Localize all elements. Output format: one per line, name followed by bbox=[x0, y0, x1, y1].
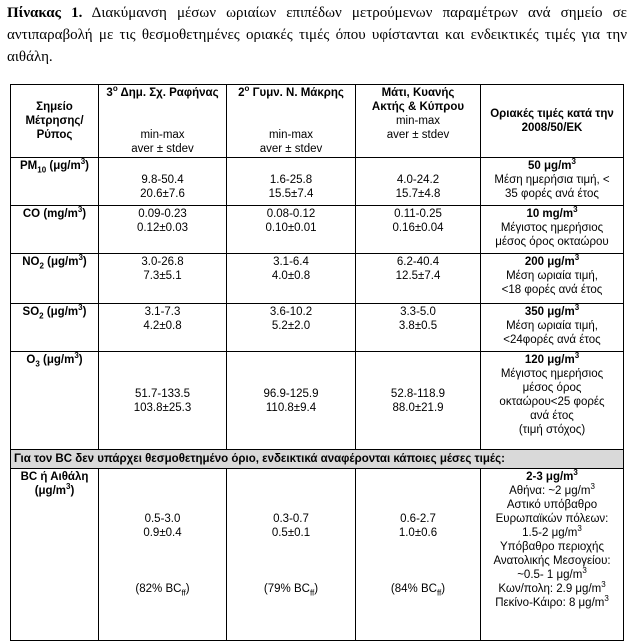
row-pm10 bbox=[11, 158, 624, 206]
limit-no2: 200 $\mu g/m^3$ Μέση ωριαία τιμή, <18 φορές ανά έτος bbox=[481, 254, 624, 304]
value-cell: 3.3-5.0 3.8±0.5 bbox=[356, 304, 481, 352]
value-cell: 52.8-118.9 88.0±21.9 bbox=[356, 352, 481, 450]
value-cell: 1.6-25.8 15.5±7.4 bbox=[227, 158, 356, 206]
value-cell: 0.09-0.23 0.12±0.03 bbox=[99, 206, 227, 254]
header-station-makri: $2^o$ Γυμν. Ν. Μάκρης min-max aver ± stdev bbox=[227, 85, 356, 158]
value-cell: 3.6-10.2 5.2±2.0 bbox=[227, 304, 356, 352]
row-no2 bbox=[11, 254, 624, 304]
value-cell: 0.3-0.7 0.5±0.1 (79% $BC_{ff}$) bbox=[227, 469, 356, 641]
table-caption bbox=[7, 2, 627, 68]
row-o3 bbox=[11, 352, 624, 450]
pollutant-so2: $SO_2$ $(\mu g/m^3)$ bbox=[11, 304, 99, 352]
value-cell: 4.0-24.2 15.7±4.8 bbox=[356, 158, 481, 206]
caption-text: Διακύμανση μέσων ωριαίων επιπέδων μετρούμενων παραμέτρων ανά σημείο σε αντιπαραβολή με τις θεσμοθετημένες οριακές τιμές όπου υφίστανται και ενδεικτικές τιμές για την αιθάλη. bbox=[7, 5, 627, 65]
header-station-rafina: $3^o$ Δημ. Σχ. Ραφήνας min-max aver ± stdev bbox=[99, 85, 227, 158]
value-cell: 9.8-50.4 20.6±7.6 bbox=[99, 158, 227, 206]
value-cell: 0.11-0.25 0.16±0.04 bbox=[356, 206, 481, 254]
limit-o3: 120 $\mu g/m^3$ Μέγιστος ημερήσιος μέσος όρος οκταώρου<25 φορές ανά έτος (τιμή στόχος) bbox=[481, 352, 624, 450]
value-cell: 96.9-125.9 110.8±9.4 bbox=[227, 352, 356, 450]
pollutant-o3: $O_3$ $(\mu g/m^3)$ bbox=[11, 352, 99, 450]
value-cell: 3.0-26.8 7.3±5.1 bbox=[99, 254, 227, 304]
value-cell: 6.2-40.4 12.5±7.4 bbox=[356, 254, 481, 304]
header-limits: Οριακές τιμές κατά την 2008/50/ΕΚ bbox=[481, 85, 624, 158]
value-cell: 0.5-3.0 0.9±0.4 (82% $BC_{ff}$) bbox=[99, 469, 227, 641]
header-row bbox=[11, 85, 624, 158]
value-cell: 51.7-133.5 103.8±25.3 bbox=[99, 352, 227, 450]
value-cell: 0.08-0.12 0.10±0.01 bbox=[227, 206, 356, 254]
row-bc bbox=[11, 469, 624, 641]
pollutant-no2: $NO_2$ $(\mu g/m^3)$ bbox=[11, 254, 99, 304]
bc-note: Για τον BC δεν υπάρχει θεσμοθετημένο όριο, ενδεικτικά αναφέρονται κάποιες μέσες τιμές: bbox=[11, 450, 624, 469]
value-cell: 3.1-7.3 4.2±0.8 bbox=[99, 304, 227, 352]
header-point: Σημείο Μέτρησης/ Ρύπος bbox=[11, 85, 99, 158]
pollutant-co: CO $(mg/m^3)$ bbox=[11, 206, 99, 254]
limit-co: 10 $mg/m^3$ Μέγιστος ημερήσιος μέσος όρος οκταώρου bbox=[481, 206, 624, 254]
row-co bbox=[11, 206, 624, 254]
limit-so2: 350 $\mu g/m^3$ Μέση ωριαία τιμή, <24φορές ανά έτος bbox=[481, 304, 624, 352]
pollutant-table bbox=[10, 84, 624, 641]
header-station-mati: Μάτι, Κυανής Ακτής & Κύπρου min-max aver ± stdev bbox=[356, 85, 481, 158]
value-cell: 0.6-2.7 1.0±0.6 (84% $BC_{ff}$) bbox=[356, 469, 481, 641]
limit-bc: 2-3 $\mu g/m^3$ Αθήνα: ~2 $\mu g/m^3$ Αστικό υπόβαθρο Ευρωπαϊκών πόλεων: 1.5-2 $\mu g/m^3$ Υπόβαθρο περιοχής Ανατολικής Μεσογείου: ~0.5- 1 $\mu g/m^3$ Κων/πολη: 2.9 $\mu g/m^3$ Πεκίνο-Κάιρο: 8 $\mu g/m^3$ bbox=[481, 469, 624, 641]
row-so2 bbox=[11, 304, 624, 352]
pollutant-pm10: $PM_{10}$ $(\mu g/m^3)$ bbox=[11, 158, 99, 206]
pollutant-bc: BC ή Αιθάλη $(\mu g/m^3)$ bbox=[11, 469, 99, 641]
bc-note-row bbox=[11, 450, 624, 469]
value-cell: 3.1-6.4 4.0±0.8 bbox=[227, 254, 356, 304]
caption-label: Πίνακας 1. bbox=[7, 5, 83, 21]
limit-pm10: 50 $\mu g/m^3$ Μέση ημερήσια τιμή, < 35 φορές ανά έτος bbox=[481, 158, 624, 206]
